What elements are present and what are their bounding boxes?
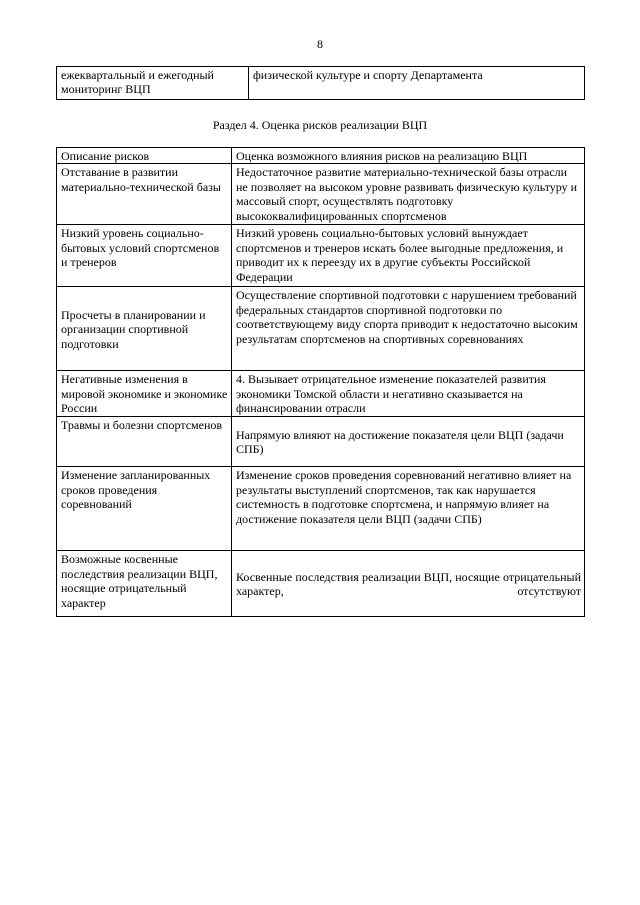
table-row xyxy=(57,417,585,467)
continuation-table xyxy=(56,66,585,100)
page-number: 8 xyxy=(317,37,323,51)
risk-impact: Недостаточное развитие материально-технической базы отрасли не позволяет на высоком уровне развивать физическую культуру и массовый спорт, осуществлять подготовку высококвалифицированных спортсменов xyxy=(232,164,585,225)
column-header-impact: Оценка возможного влияния рисков на реализацию ВЦП xyxy=(232,148,585,164)
risk-impact: Напрямую влияют на достижение показателя цели ВЦП (задачи СПБ) xyxy=(232,417,585,467)
table-row xyxy=(57,287,585,371)
risk-description: Изменение запланированных сроков проведения соревнований xyxy=(57,467,232,551)
table-header-row xyxy=(57,148,585,164)
risk-description: Негативные изменения в мировой экономике и экономике России xyxy=(57,371,232,417)
section-title: Раздел 4. Оценка рисков реализации ВЦП xyxy=(212,118,428,132)
risk-impact: Осуществление спортивной подготовки с нарушением требований федеральных стандартов спортивной подготовки по соответствующему виду спорта приводит к недостаточно высоким результатам спортсменов на спортивных соревнованиях xyxy=(232,287,585,371)
risk-description: Травмы и болезни спортсменов xyxy=(57,417,232,467)
column-header-risk: Описание рисков xyxy=(57,148,232,164)
risk-description: Просчеты в планировании и организации спортивной подготовки xyxy=(57,287,232,371)
table-cell: физической культуре и спорту Департамента xyxy=(249,67,585,100)
risk-impact: 4. Вызывает отрицательное изменение показателей развития экономики Томской области и негативно сказывается на финансировании отрасли xyxy=(232,371,585,417)
risk-description: Отставание в развитии материально-технической базы xyxy=(57,164,232,225)
risk-impact: Низкий уровень социально-бытовых условий вынуждает спортсменов и тренеров искать более выгодные предложения, и приводит их к переезду их в другие субъекты Российской Федерации xyxy=(232,225,585,287)
table-row xyxy=(57,225,585,287)
table-row xyxy=(57,164,585,225)
risk-impact xyxy=(232,551,585,617)
table-row xyxy=(57,551,585,617)
table-row xyxy=(57,467,585,551)
table-cell: ежеквартальный и ежегодный мониторинг ВЦП xyxy=(57,67,249,100)
table-row xyxy=(57,371,585,417)
risk-description: Низкий уровень социально-бытовых условий спортсменов и тренеров xyxy=(57,225,232,287)
risk-impact-text: Косвенные последствия реализации ВЦП, носящие отрицательный характер, отсутствуют xyxy=(236,570,581,599)
risk-impact: Изменение сроков проведения соревнований негативно влияет на результаты выступлений спортсменов, так как нарушается системность в подготовке спортсмена, и напрямую влияет на достижение показателя цели ВЦП (задачи СПБ) xyxy=(232,467,585,551)
risk-description: Возможные косвенные последствия реализации ВЦП, носящие отрицательный характер xyxy=(57,551,232,617)
risk-table xyxy=(56,147,585,617)
table-row xyxy=(57,67,585,100)
